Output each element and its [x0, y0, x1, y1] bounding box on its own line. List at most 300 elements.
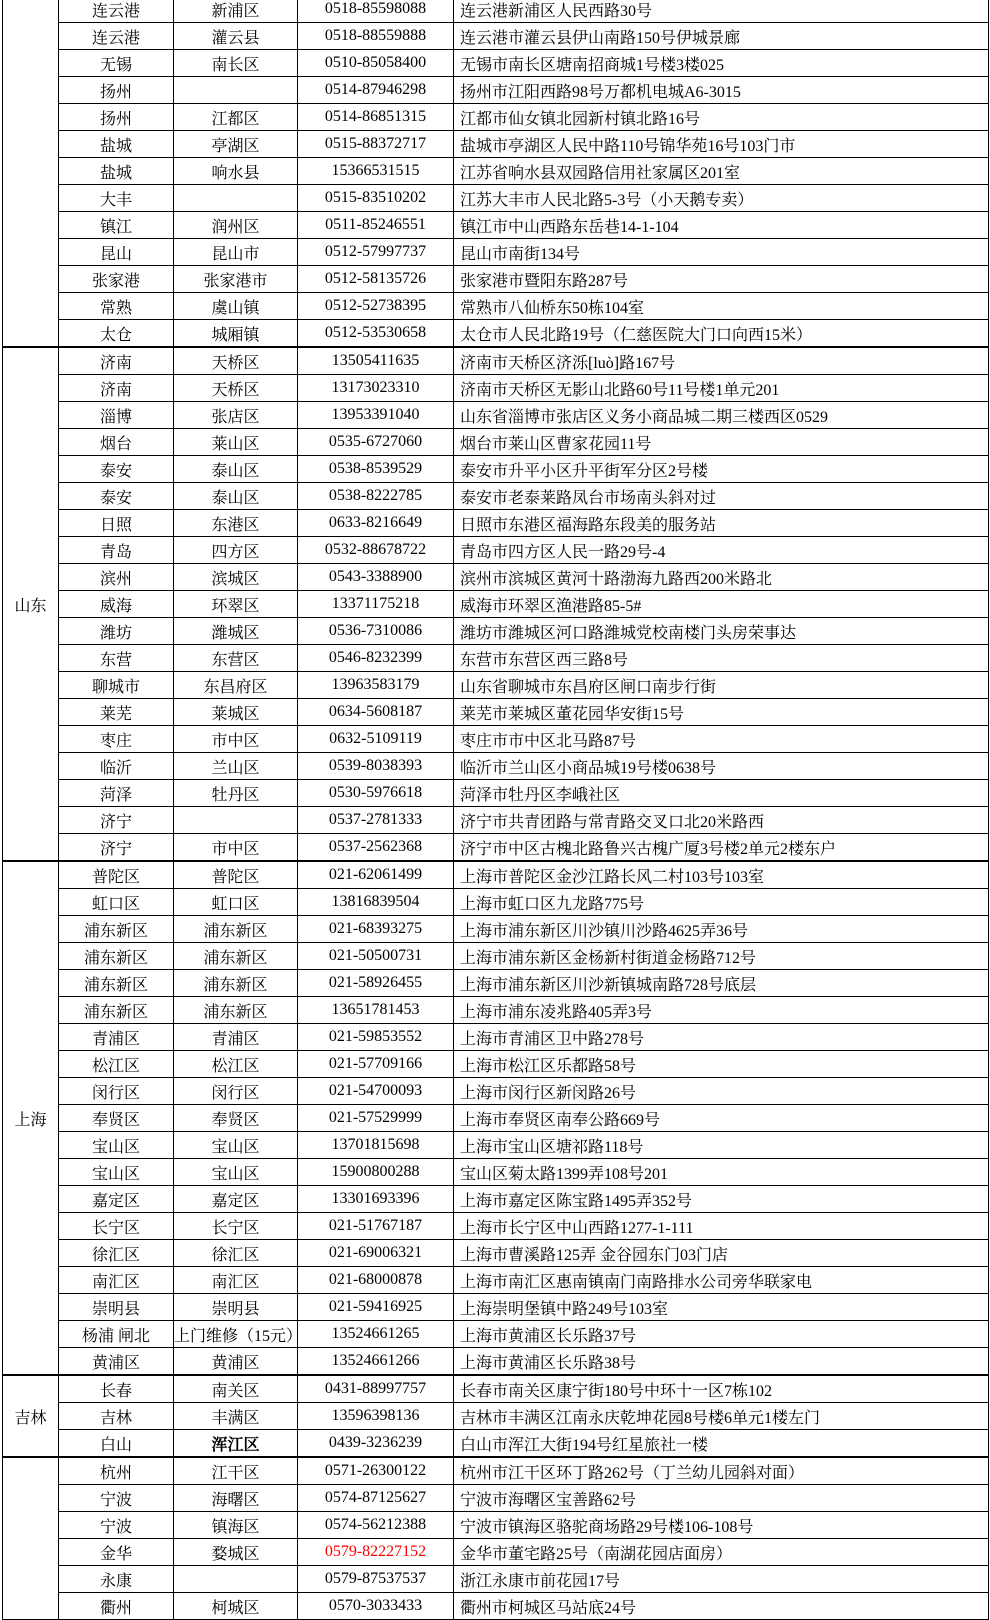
- district-cell: 昆山市: [174, 239, 298, 266]
- address-cell: 上海市黄浦区长乐路37号: [454, 1321, 989, 1348]
- phone-cell: 13596398136: [298, 1403, 454, 1430]
- address-cell: 日照市东港区福海路东段美的服务站: [454, 510, 989, 537]
- district-cell: 张家港市: [174, 266, 298, 293]
- address-cell: 上海市青浦区卫中路278号: [454, 1024, 989, 1051]
- phone-cell: 0512-53530658: [298, 320, 454, 348]
- district-cell: 婺城区: [174, 1539, 298, 1566]
- address-cell: 杭州市江干区环丁路262号（丁兰幼儿园斜对面）: [454, 1457, 989, 1485]
- city-cell: 枣庄: [59, 726, 174, 753]
- phone-cell: 13524661266: [298, 1348, 454, 1376]
- address-cell: 菏泽市牡丹区李峨社区: [454, 780, 989, 807]
- address-cell: 镇江市中山西路东岳巷14-1-104: [454, 212, 989, 239]
- phone-cell: 0514-87946298: [298, 77, 454, 104]
- district-cell: 天桥区: [174, 347, 298, 375]
- address-cell: 宁波市海曙区宝善路62号: [454, 1485, 989, 1512]
- phone-cell: 021-59853552: [298, 1024, 454, 1051]
- phone-cell: 13301693396: [298, 1186, 454, 1213]
- city-cell: 连云港: [59, 23, 174, 50]
- district-cell: 柯城区: [174, 1593, 298, 1620]
- city-cell: 常熟: [59, 293, 174, 320]
- table-row: [3, 1512, 989, 1539]
- province-cell: 吉林: [3, 1375, 59, 1457]
- table-row: [3, 699, 989, 726]
- address-cell: 上海市黄浦区长乐路38号: [454, 1348, 989, 1376]
- district-cell: 响水县: [174, 158, 298, 185]
- phone-cell: 13524661265: [298, 1321, 454, 1348]
- district-cell: 闵行区: [174, 1078, 298, 1105]
- district-cell: 四方区: [174, 537, 298, 564]
- city-cell: 杨浦 闸北: [59, 1321, 174, 1348]
- address-cell: 江苏大丰市人民北路5-3号（小天鹅专卖）: [454, 185, 989, 212]
- phone-cell: 0535-6727060: [298, 429, 454, 456]
- city-cell: 吉林: [59, 1403, 174, 1430]
- city-cell: 闵行区: [59, 1078, 174, 1105]
- city-cell: 莱芜: [59, 699, 174, 726]
- table-row: [3, 1321, 989, 1348]
- address-cell: 莱芜市莱城区董花园华安街15号: [454, 699, 989, 726]
- address-cell: 东营市东营区西三路8号: [454, 645, 989, 672]
- address-cell: 长春市南关区康宁街180号中环十一区7栋102: [454, 1375, 989, 1403]
- table-row: [3, 1348, 989, 1376]
- phone-cell: 0543-3388900: [298, 564, 454, 591]
- address-cell: 上海市曹溪路125弄 金谷园东门03门店: [454, 1240, 989, 1267]
- phone-cell: 0574-87125627: [298, 1485, 454, 1512]
- city-cell: 金华: [59, 1539, 174, 1566]
- district-cell: 浦东新区: [174, 943, 298, 970]
- city-cell: 宝山区: [59, 1159, 174, 1186]
- city-cell: 日照: [59, 510, 174, 537]
- district-cell: 东港区: [174, 510, 298, 537]
- address-cell: 山东省聊城市东昌府区闸口南步行街: [454, 672, 989, 699]
- district-cell: 上门维修（15元）: [174, 1321, 298, 1348]
- city-cell: 威海: [59, 591, 174, 618]
- table-row: [3, 1078, 989, 1105]
- address-cell: 济宁市共青团路与常青路交叉口北20米路西: [454, 807, 989, 834]
- address-cell: 威海市环翠区渔港路85-5#: [454, 591, 989, 618]
- district-cell: 潍城区: [174, 618, 298, 645]
- district-cell: [174, 807, 298, 834]
- city-cell: 无锡: [59, 50, 174, 77]
- table-row: [3, 564, 989, 591]
- table-row: [3, 1105, 989, 1132]
- phone-cell: 0539-8038393: [298, 753, 454, 780]
- city-cell: 潍坊: [59, 618, 174, 645]
- table-row: [3, 266, 989, 293]
- district-cell: 市中区: [174, 726, 298, 753]
- phone-cell: 021-50500731: [298, 943, 454, 970]
- table-row: [3, 104, 989, 131]
- city-cell: 扬州: [59, 77, 174, 104]
- city-cell: 滨州: [59, 564, 174, 591]
- address-cell: 上海市闵行区新闵路26号: [454, 1078, 989, 1105]
- address-cell: 连云港市灌云县伊山南路150号伊城景廊: [454, 23, 989, 50]
- table-row: [3, 1240, 989, 1267]
- city-cell: 烟台: [59, 429, 174, 456]
- address-cell: 上海市宝山区塘祁路118号: [454, 1132, 989, 1159]
- district-cell: 松江区: [174, 1051, 298, 1078]
- city-cell: 东营: [59, 645, 174, 672]
- city-cell: 普陀区: [59, 861, 174, 889]
- table-row: [3, 889, 989, 916]
- phone-cell: 0538-8222785: [298, 483, 454, 510]
- table-row: [3, 537, 989, 564]
- city-cell: 长春: [59, 1375, 174, 1403]
- address-cell: 金华市董宅路25号（南湖花园店面房）: [454, 1539, 989, 1566]
- address-cell: 上海市奉贤区南奉公路669号: [454, 1105, 989, 1132]
- table-row: [3, 375, 989, 402]
- phone-cell: 13651781453: [298, 997, 454, 1024]
- table-row: [3, 834, 989, 862]
- phone-cell: 0570-3033433: [298, 1593, 454, 1620]
- table-row: [3, 1375, 989, 1403]
- table-row: [3, 77, 989, 104]
- district-cell: 长宁区: [174, 1213, 298, 1240]
- address-cell: 上海崇明堡镇中路249号103室: [454, 1294, 989, 1321]
- address-cell: 枣庄市市中区北马路87号: [454, 726, 989, 753]
- district-cell: 奉贤区: [174, 1105, 298, 1132]
- address-cell: 宁波市镇海区骆驼商场路29号楼106-108号: [454, 1512, 989, 1539]
- district-cell: 环翠区: [174, 591, 298, 618]
- address-cell: 山东省淄博市张店区义务小商品城二期三楼西区0529: [454, 402, 989, 429]
- phone-cell: 0537-2781333: [298, 807, 454, 834]
- phone-cell: 0571-26300122: [298, 1457, 454, 1485]
- address-cell: 泰安市升平小区升平街军分区2号楼: [454, 456, 989, 483]
- city-cell: 衢州: [59, 1593, 174, 1620]
- table-row: [3, 1132, 989, 1159]
- phone-cell: 021-62061499: [298, 861, 454, 889]
- table-row: [3, 1294, 989, 1321]
- district-cell: 浑江区: [174, 1430, 298, 1458]
- table-row: [3, 1403, 989, 1430]
- table-row: [3, 672, 989, 699]
- city-cell: 浦东新区: [59, 916, 174, 943]
- city-cell: 浦东新区: [59, 997, 174, 1024]
- city-cell: 泰安: [59, 483, 174, 510]
- table-row: [3, 970, 989, 997]
- address-cell: 扬州市江阳西路98号万都机电城A6-3015: [454, 77, 989, 104]
- district-cell: 虹口区: [174, 889, 298, 916]
- table-row: [3, 1051, 989, 1078]
- city-cell: 宝山区: [59, 1132, 174, 1159]
- district-cell: 莱城区: [174, 699, 298, 726]
- table-row: [3, 780, 989, 807]
- phone-cell: 0510-85058400: [298, 50, 454, 77]
- phone-cell: 0546-8232399: [298, 645, 454, 672]
- phone-cell: 13816839504: [298, 889, 454, 916]
- table-row: [3, 1593, 989, 1620]
- address-cell: 连云港新浦区人民西路30号: [454, 0, 989, 23]
- district-cell: 张店区: [174, 402, 298, 429]
- city-cell: 济南: [59, 347, 174, 375]
- city-cell: 青岛: [59, 537, 174, 564]
- address-cell: 白山市浑江大街194号红星旅社一楼: [454, 1430, 989, 1458]
- district-cell: 徐汇区: [174, 1240, 298, 1267]
- city-cell: 菏泽: [59, 780, 174, 807]
- district-cell: 浦东新区: [174, 997, 298, 1024]
- table-row: [3, 320, 989, 348]
- city-cell: 聊城市: [59, 672, 174, 699]
- city-cell: 青浦区: [59, 1024, 174, 1051]
- phone-cell: 0632-5109119: [298, 726, 454, 753]
- table-row: [3, 293, 989, 320]
- phone-cell: 13701815698: [298, 1132, 454, 1159]
- address-cell: 上海市浦东凌兆路405弄3号: [454, 997, 989, 1024]
- table-row: [3, 1485, 989, 1512]
- address-cell: 上海市浦东新区川沙新镇城南路728号底层: [454, 970, 989, 997]
- phone-cell: 13505411635: [298, 347, 454, 375]
- district-cell: 江干区: [174, 1457, 298, 1485]
- address-cell: 昆山市南街134号: [454, 239, 989, 266]
- table-row: [3, 1186, 989, 1213]
- district-cell: 江都区: [174, 104, 298, 131]
- city-cell: 太仓: [59, 320, 174, 348]
- phone-cell: 0511-85246551: [298, 212, 454, 239]
- table-row: [3, 1539, 989, 1566]
- city-cell: 宁波: [59, 1485, 174, 1512]
- phone-cell: 0514-86851315: [298, 104, 454, 131]
- district-cell: [174, 1566, 298, 1593]
- city-cell: 浦东新区: [59, 970, 174, 997]
- city-cell: 宁波: [59, 1512, 174, 1539]
- phone-cell: 021-68000878: [298, 1267, 454, 1294]
- table-row: [3, 158, 989, 185]
- district-cell: 普陀区: [174, 861, 298, 889]
- city-cell: 大丰: [59, 185, 174, 212]
- phone-cell: 0633-8216649: [298, 510, 454, 537]
- address-cell: 临沂市兰山区小商品城19号楼0638号: [454, 753, 989, 780]
- table-row: [3, 131, 989, 158]
- city-cell: 济宁: [59, 807, 174, 834]
- city-cell: 临沂: [59, 753, 174, 780]
- city-cell: 长宁区: [59, 1213, 174, 1240]
- address-cell: 上海市南汇区惠南镇南门南路排水公司旁华联家电: [454, 1267, 989, 1294]
- phone-cell: 0537-2562368: [298, 834, 454, 862]
- district-cell: 浦东新区: [174, 970, 298, 997]
- address-cell: 上海市普陀区金沙江路长风二村103号103室: [454, 861, 989, 889]
- district-cell: 南关区: [174, 1375, 298, 1403]
- phone-cell: 021-54700093: [298, 1078, 454, 1105]
- phone-cell: 0512-58135726: [298, 266, 454, 293]
- table-row: [3, 510, 989, 537]
- district-cell: 宝山区: [174, 1159, 298, 1186]
- city-cell: 永康: [59, 1566, 174, 1593]
- phone-cell: 13963583179: [298, 672, 454, 699]
- district-cell: 牡丹区: [174, 780, 298, 807]
- city-cell: 白山: [59, 1430, 174, 1458]
- address-cell: 常熟市八仙桥东50栋104室: [454, 293, 989, 320]
- table-row: [3, 1457, 989, 1485]
- district-cell: 浦东新区: [174, 916, 298, 943]
- district-cell: 东营区: [174, 645, 298, 672]
- table-row: [3, 1024, 989, 1051]
- phone-cell: 021-69006321: [298, 1240, 454, 1267]
- phone-cell: 0512-57997737: [298, 239, 454, 266]
- district-cell: 镇海区: [174, 1512, 298, 1539]
- address-cell: 滨州市滨城区黄河十路渤海九路西200米路北: [454, 564, 989, 591]
- district-cell: 丰满区: [174, 1403, 298, 1430]
- city-cell: 镇江: [59, 212, 174, 239]
- phone-cell: 0512-52738395: [298, 293, 454, 320]
- address-cell: 上海市浦东新区金杨新村街道金杨路712号: [454, 943, 989, 970]
- address-cell: 上海市长宁区中山西路1277-1-111: [454, 1213, 989, 1240]
- address-cell: 无锡市南长区塘南招商城1号楼3楼025: [454, 50, 989, 77]
- city-cell: 浦东新区: [59, 943, 174, 970]
- district-cell: 兰山区: [174, 753, 298, 780]
- table-row: [3, 997, 989, 1024]
- table-row: [3, 753, 989, 780]
- district-cell: 亭湖区: [174, 131, 298, 158]
- district-cell: 东昌府区: [174, 672, 298, 699]
- phone-cell: 13173023310: [298, 375, 454, 402]
- district-cell: 灌云县: [174, 23, 298, 50]
- district-cell: 南长区: [174, 50, 298, 77]
- district-cell: [174, 77, 298, 104]
- phone-cell: 0538-8539529: [298, 456, 454, 483]
- phone-cell: 0532-88678722: [298, 537, 454, 564]
- phone-cell: 0530-5976618: [298, 780, 454, 807]
- city-cell: 崇明县: [59, 1294, 174, 1321]
- table-row: [3, 1566, 989, 1593]
- table-row: [3, 916, 989, 943]
- district-cell: 南汇区: [174, 1267, 298, 1294]
- address-cell: 上海市虹口区九龙路775号: [454, 889, 989, 916]
- province-cell: 山东: [3, 347, 59, 861]
- city-cell: 徐汇区: [59, 1240, 174, 1267]
- address-cell: 济宁市中区古槐北路鲁兴古槐广厦3号楼2单元2楼东户: [454, 834, 989, 862]
- district-cell: 虞山镇: [174, 293, 298, 320]
- phone-cell: 021-51767187: [298, 1213, 454, 1240]
- province-cell: [3, 0, 59, 347]
- district-cell: 青浦区: [174, 1024, 298, 1051]
- address-cell: 张家港市暨阳东路287号: [454, 266, 989, 293]
- table-row: [3, 483, 989, 510]
- table-row: [3, 1267, 989, 1294]
- service-center-table: [2, 0, 989, 1620]
- address-cell: 烟台市莱山区曹家花园11号: [454, 429, 989, 456]
- address-cell: 青岛市四方区人民一路29号-4: [454, 537, 989, 564]
- phone-cell: 0515-88372717: [298, 131, 454, 158]
- district-cell: 宝山区: [174, 1132, 298, 1159]
- district-cell: 泰山区: [174, 456, 298, 483]
- phone-cell: 0574-56212388: [298, 1512, 454, 1539]
- address-cell: 吉林市丰满区江南永庆乾坤花园8号楼6单元1楼左门: [454, 1403, 989, 1430]
- table-row: [3, 239, 989, 266]
- district-cell: 市中区: [174, 834, 298, 862]
- table-row: [3, 0, 989, 23]
- table-row: [3, 726, 989, 753]
- address-cell: 泰安市老泰莱路凤台市场南头斜对过: [454, 483, 989, 510]
- phone-cell: 0579-87537537: [298, 1566, 454, 1593]
- phone-cell: 0515-83510202: [298, 185, 454, 212]
- district-cell: 嘉定区: [174, 1186, 298, 1213]
- city-cell: 济宁: [59, 834, 174, 862]
- phone-cell: 021-58926455: [298, 970, 454, 997]
- district-cell: 润州区: [174, 212, 298, 239]
- phone-cell: 0518-85598088: [298, 0, 454, 23]
- table-row: [3, 618, 989, 645]
- address-cell: 上海市浦东新区川沙镇川沙路4625弄36号: [454, 916, 989, 943]
- table-row: [3, 807, 989, 834]
- city-cell: 杭州: [59, 1457, 174, 1485]
- address-cell: 江苏省响水县双园路信用社家属区201室: [454, 158, 989, 185]
- phone-cell: 021-57709166: [298, 1051, 454, 1078]
- table-row: [3, 347, 989, 375]
- city-cell: 张家港: [59, 266, 174, 293]
- district-cell: 天桥区: [174, 375, 298, 402]
- phone-cell: 021-59416925: [298, 1294, 454, 1321]
- province-cell: 上海: [3, 861, 59, 1375]
- table-row: [3, 1213, 989, 1240]
- address-cell: 江都市仙女镇北园新村镇北路16号: [454, 104, 989, 131]
- district-cell: 莱山区: [174, 429, 298, 456]
- city-cell: 扬州: [59, 104, 174, 131]
- phone-cell: 021-68393275: [298, 916, 454, 943]
- phone-cell: 021-57529999: [298, 1105, 454, 1132]
- address-cell: 上海市松江区乐都路58号: [454, 1051, 989, 1078]
- city-cell: 泰安: [59, 456, 174, 483]
- district-cell: 黄浦区: [174, 1348, 298, 1376]
- phone-cell: 0431-88997757: [298, 1375, 454, 1403]
- table-row: [3, 456, 989, 483]
- phone-cell: 0634-5608187: [298, 699, 454, 726]
- table-row: [3, 591, 989, 618]
- city-cell: 连云港: [59, 0, 174, 23]
- phone-cell: 13953391040: [298, 402, 454, 429]
- table-row: [3, 645, 989, 672]
- phone-cell: 0536-7310086: [298, 618, 454, 645]
- province-cell: [3, 1457, 59, 1620]
- district-cell: 崇明县: [174, 1294, 298, 1321]
- address-cell: 上海市嘉定区陈宝路1495弄352号: [454, 1186, 989, 1213]
- district-cell: [174, 185, 298, 212]
- city-cell: 黄浦区: [59, 1348, 174, 1376]
- table-row: [3, 943, 989, 970]
- table-row: [3, 1430, 989, 1458]
- table-row: [3, 1159, 989, 1186]
- table-row: [3, 402, 989, 429]
- district-cell: 泰山区: [174, 483, 298, 510]
- address-cell: 浙江永康市前花园17号: [454, 1566, 989, 1593]
- city-cell: 嘉定区: [59, 1186, 174, 1213]
- city-cell: 松江区: [59, 1051, 174, 1078]
- phone-cell: 15366531515: [298, 158, 454, 185]
- phone-cell: 13371175218: [298, 591, 454, 618]
- city-cell: 淄博: [59, 402, 174, 429]
- address-cell: 衢州市柯城区马站底24号: [454, 1593, 989, 1620]
- phone-cell: 0518-88559888: [298, 23, 454, 50]
- phone-cell: 15900800288: [298, 1159, 454, 1186]
- table-row: [3, 50, 989, 77]
- city-cell: 盐城: [59, 158, 174, 185]
- address-cell: 济南市天桥区无影山北路60号11号楼1单元201: [454, 375, 989, 402]
- phone-cell: 0579-82227152: [298, 1539, 454, 1566]
- district-cell: 城厢镇: [174, 320, 298, 348]
- city-cell: 南汇区: [59, 1267, 174, 1294]
- city-cell: 奉贤区: [59, 1105, 174, 1132]
- city-cell: 济南: [59, 375, 174, 402]
- district-cell: 海曙区: [174, 1485, 298, 1512]
- table-row: [3, 185, 989, 212]
- address-cell: 宝山区菊太路1399弄108号201: [454, 1159, 989, 1186]
- address-cell: 济南市天桥区济泺[luò]路167号: [454, 347, 989, 375]
- address-cell: 太仓市人民北路19号（仁慈医院大门口向西15米）: [454, 320, 989, 348]
- table-row: [3, 212, 989, 239]
- address-cell: 盐城市亭湖区人民中路110号锦华苑16号103门市: [454, 131, 989, 158]
- phone-cell: 0439-3236239: [298, 1430, 454, 1458]
- city-cell: 虹口区: [59, 889, 174, 916]
- table-row: [3, 429, 989, 456]
- district-cell: 新浦区: [174, 0, 298, 23]
